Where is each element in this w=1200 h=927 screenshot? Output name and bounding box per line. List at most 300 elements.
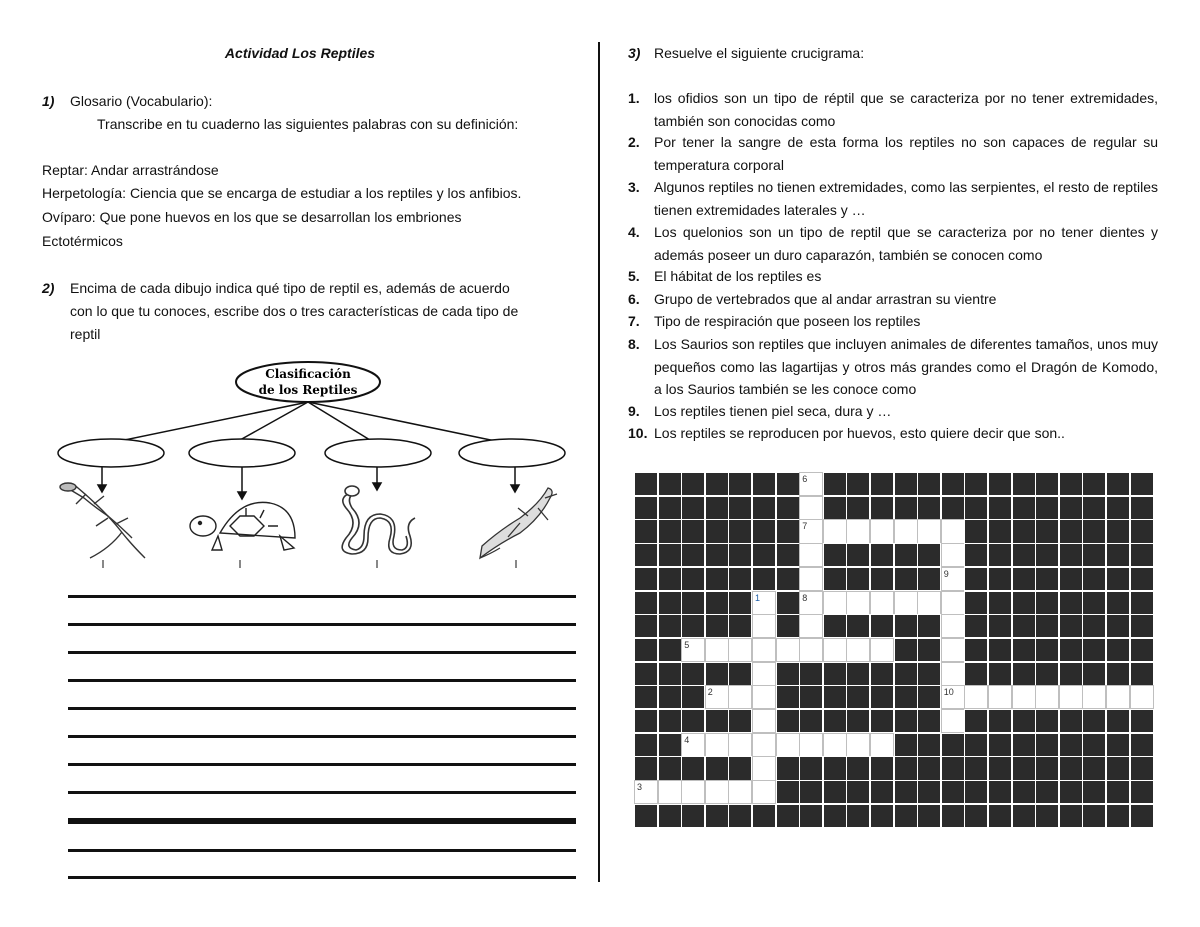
crossword-block <box>846 780 870 804</box>
crossword-block <box>752 543 776 567</box>
crossword-block <box>1059 733 1083 757</box>
lizard-icon <box>60 483 145 558</box>
crossword-cell[interactable] <box>870 519 894 543</box>
crossword-block <box>894 780 918 804</box>
crossword-cell[interactable] <box>799 567 823 591</box>
crossword-cell[interactable] <box>941 709 965 733</box>
crossword-block <box>1106 614 1130 638</box>
crossword-cell[interactable] <box>705 685 729 709</box>
crossword-block <box>705 756 729 780</box>
crossword-block <box>823 662 847 686</box>
crossword-block <box>941 733 965 757</box>
crossword-block <box>988 543 1012 567</box>
crossword-block <box>634 614 658 638</box>
crossword-clue-number: 7 <box>802 521 808 532</box>
crossword-block <box>1082 804 1106 828</box>
writing-line[interactable] <box>68 791 576 794</box>
crossword-block <box>1130 519 1154 543</box>
crossword-cell[interactable] <box>917 591 941 615</box>
crossword-block <box>705 614 729 638</box>
crossword-cell[interactable] <box>1106 685 1130 709</box>
crossword-block <box>870 662 894 686</box>
crossword-block <box>894 496 918 520</box>
crossword-block <box>823 709 847 733</box>
crossword-block <box>823 685 847 709</box>
crossword-cell[interactable] <box>752 662 776 686</box>
crossword-cell[interactable] <box>799 496 823 520</box>
crossword-cell[interactable] <box>799 614 823 638</box>
crossword-block <box>705 496 729 520</box>
crossword-block <box>870 496 894 520</box>
crossword-cell[interactable] <box>752 733 776 757</box>
crossword-block <box>1130 543 1154 567</box>
crossword-cell[interactable] <box>681 780 705 804</box>
crossword-cell[interactable] <box>728 685 752 709</box>
crossword-block <box>776 543 800 567</box>
writing-line[interactable] <box>68 595 576 598</box>
crossword-block <box>658 567 682 591</box>
crossword-block <box>752 472 776 496</box>
crossword-block <box>1106 804 1130 828</box>
crossword-block <box>941 756 965 780</box>
section-2-line-1: Encima de cada dibujo indica qué tipo de reptil es, además de acuerdo <box>70 280 510 296</box>
crossword-cell[interactable] <box>1035 685 1059 709</box>
crossword-block <box>776 567 800 591</box>
crossword-cell[interactable] <box>799 472 823 496</box>
crossword-block <box>681 614 705 638</box>
crossword-clue-number: 8 <box>802 592 808 603</box>
crossword-block <box>634 567 658 591</box>
crossword-block <box>894 685 918 709</box>
crossword-cell[interactable] <box>728 780 752 804</box>
crossword-block <box>752 496 776 520</box>
crossword-block <box>705 709 729 733</box>
crossword-block <box>1035 519 1059 543</box>
crossword-cell[interactable] <box>776 733 800 757</box>
crossword-block <box>776 756 800 780</box>
term-herpetologia: Herpetología: Ciencia que se encarga de estudiar a los reptiles y los anfibios. <box>42 185 522 201</box>
crossword-block <box>941 496 965 520</box>
crossword-block <box>681 709 705 733</box>
crossword-cell[interactable] <box>634 780 658 804</box>
crossword-block <box>1035 709 1059 733</box>
diagram-title-line-2: de los Reptiles <box>258 383 358 397</box>
crossword-block <box>1035 543 1059 567</box>
crossword-block <box>658 804 682 828</box>
crossword-block <box>776 780 800 804</box>
crossword-block <box>1082 472 1106 496</box>
crossword-block <box>894 567 918 591</box>
crossword-block <box>1012 567 1036 591</box>
clue-5: 5. El hábitat de los reptiles es <box>628 268 822 284</box>
crossword-cell[interactable] <box>658 780 682 804</box>
section-1-number: 1) <box>42 93 55 109</box>
blank-ellipse-1 <box>58 439 164 467</box>
crossword-block <box>964 543 988 567</box>
crossword-block <box>846 567 870 591</box>
crossword-block <box>870 756 894 780</box>
crossword-block <box>1012 591 1036 615</box>
crossword-block <box>799 662 823 686</box>
writing-line[interactable] <box>68 849 576 852</box>
crossword-block <box>658 614 682 638</box>
crossword-block <box>1035 614 1059 638</box>
crossword-block <box>1130 662 1154 686</box>
crossword-block <box>870 472 894 496</box>
crossword-block <box>917 567 941 591</box>
crossword-block <box>1012 756 1036 780</box>
crossword-block <box>1012 804 1036 828</box>
crossword-cell[interactable] <box>941 567 965 591</box>
crossword-block <box>752 519 776 543</box>
crossword-cell[interactable] <box>941 543 965 567</box>
crossword-cell[interactable] <box>799 733 823 757</box>
crossword-block <box>658 472 682 496</box>
crossword-cell[interactable] <box>681 733 705 757</box>
crossword-block <box>823 614 847 638</box>
crossword-block <box>846 543 870 567</box>
clue-10: 10. Los reptiles se reproducen por huevos, esto quiere decir que son.. <box>628 425 1065 441</box>
crossword-cell[interactable] <box>941 614 965 638</box>
crossword-block <box>634 733 658 757</box>
crossword-cell[interactable] <box>964 685 988 709</box>
clue-9: 9. Los reptiles tienen piel seca, dura y … <box>628 403 892 419</box>
crossword-block <box>1082 567 1106 591</box>
crossword-block <box>799 709 823 733</box>
crossword-block <box>634 472 658 496</box>
crossword-block <box>917 472 941 496</box>
crossword-clue-number: 5 <box>684 639 690 650</box>
crossword-cell[interactable] <box>823 638 847 662</box>
crossword-block <box>1082 614 1106 638</box>
crossword-block <box>799 685 823 709</box>
crossword-cell[interactable] <box>941 591 965 615</box>
crossword-block <box>964 472 988 496</box>
crossword-cell[interactable] <box>823 519 847 543</box>
crossword-block <box>846 756 870 780</box>
crossword-cell[interactable] <box>941 519 965 543</box>
crossword-block <box>917 638 941 662</box>
crossword-block <box>1106 472 1130 496</box>
crossword-cell[interactable] <box>705 780 729 804</box>
crossword-block <box>917 709 941 733</box>
crossword-block <box>917 685 941 709</box>
clue-3: 3. Algunos reptiles no tienen extremidades, como las serpientes, el resto de reptiles tienen extremidades laterales y … <box>628 179 1158 218</box>
crossword-block <box>1106 567 1130 591</box>
crossword-block <box>1106 780 1130 804</box>
writing-line[interactable] <box>68 818 576 824</box>
crossword-block <box>964 567 988 591</box>
crossword-block <box>823 496 847 520</box>
crossword-block <box>1082 662 1106 686</box>
crossword-block <box>1130 733 1154 757</box>
crossword-block <box>988 733 1012 757</box>
crossword-block <box>988 519 1012 543</box>
crossword-block <box>634 496 658 520</box>
crossword-cell[interactable] <box>846 638 870 662</box>
crossword-cell[interactable] <box>1082 685 1106 709</box>
crossword-block <box>1106 733 1130 757</box>
crossword-block <box>1130 614 1154 638</box>
crossword-cell[interactable] <box>1012 685 1036 709</box>
crossword-block <box>894 804 918 828</box>
crossword-block <box>917 496 941 520</box>
crossword-cell[interactable] <box>799 591 823 615</box>
crossword-cell[interactable] <box>705 638 729 662</box>
crossword-block <box>1130 496 1154 520</box>
crossword-block <box>964 614 988 638</box>
crossword-block <box>1059 543 1083 567</box>
crossword-block <box>705 567 729 591</box>
crossword-block <box>1082 733 1106 757</box>
crossword-cell[interactable] <box>894 591 918 615</box>
crossword-block <box>964 780 988 804</box>
crossword-block <box>658 543 682 567</box>
crossword-block <box>988 567 1012 591</box>
crossword-block <box>681 685 705 709</box>
crossword-cell[interactable] <box>799 543 823 567</box>
crossword-block <box>1059 804 1083 828</box>
crossword-cell[interactable] <box>799 638 823 662</box>
crossword-block <box>846 496 870 520</box>
crossword-block <box>728 709 752 733</box>
blank-ellipse-4 <box>459 439 565 467</box>
crossword-block <box>1106 756 1130 780</box>
crossword-block <box>988 804 1012 828</box>
crossword-cell[interactable] <box>870 638 894 662</box>
page-title: Actividad Los Reptiles <box>224 45 376 61</box>
crossword-cell[interactable] <box>752 780 776 804</box>
crossword-cell[interactable] <box>941 638 965 662</box>
crossword-cell[interactable] <box>1059 685 1083 709</box>
section-1-instruction: Transcribe en tu cuaderno las siguientes palabras con su definición: <box>97 116 519 132</box>
crossword-block <box>1082 519 1106 543</box>
crossword-block <box>1130 756 1154 780</box>
crossword-cell[interactable] <box>752 614 776 638</box>
crocodile-icon <box>480 488 557 558</box>
crossword-block <box>1082 543 1106 567</box>
crossword-block <box>681 519 705 543</box>
crossword-cell[interactable] <box>1130 685 1154 709</box>
crossword-block <box>1012 780 1036 804</box>
writing-line[interactable] <box>68 876 576 879</box>
crossword-block <box>776 662 800 686</box>
crossword-block <box>964 519 988 543</box>
crossword-cell[interactable] <box>823 733 847 757</box>
crossword-block <box>917 804 941 828</box>
crossword-block <box>776 472 800 496</box>
writing-line[interactable] <box>68 623 576 626</box>
crossword-block <box>634 543 658 567</box>
crossword-clue-number: 6 <box>802 474 808 484</box>
diagram-connectors <box>110 402 505 443</box>
crossword-block <box>728 496 752 520</box>
crossword-block <box>894 756 918 780</box>
crossword-cell[interactable] <box>870 591 894 615</box>
crossword-block <box>776 519 800 543</box>
crossword-block <box>917 614 941 638</box>
crossword-cell[interactable] <box>752 709 776 733</box>
crossword-block <box>988 709 1012 733</box>
crossword-block <box>870 567 894 591</box>
crossword-block <box>634 638 658 662</box>
crossword-block <box>823 780 847 804</box>
writing-line[interactable] <box>68 651 576 654</box>
term-oviparo: Ovíparo: Que pone huevos en los que se desarrollan los embriones <box>42 209 462 225</box>
crossword-block <box>658 591 682 615</box>
crossword-block <box>728 543 752 567</box>
crossword-clue-number: 1 <box>755 592 761 603</box>
crossword-cell[interactable] <box>705 733 729 757</box>
crossword-block <box>846 614 870 638</box>
crossword-block <box>658 662 682 686</box>
crossword-block <box>917 756 941 780</box>
crossword-block <box>964 662 988 686</box>
crossword-block <box>941 472 965 496</box>
crossword-block <box>1059 591 1083 615</box>
clue-7: 7. Tipo de respiración que poseen los reptiles <box>628 313 921 329</box>
crossword-block <box>728 567 752 591</box>
crossword-block <box>1082 709 1106 733</box>
term-reptar: Reptar: Andar arrastrándose <box>42 162 219 178</box>
crossword-block <box>964 496 988 520</box>
crossword-block <box>658 709 682 733</box>
crossword-block <box>752 804 776 828</box>
crossword-block <box>728 591 752 615</box>
crossword-cell[interactable] <box>846 733 870 757</box>
crossword-block <box>1012 543 1036 567</box>
clue-4: 4. Los quelonios son un tipo de reptil que se caracteriza por no tener dientes y además poseer un duro caparazón, también se conocen como <box>628 224 1158 263</box>
crossword-cell[interactable] <box>894 519 918 543</box>
crossword-block <box>705 543 729 567</box>
crossword-block <box>1012 519 1036 543</box>
crossword-cell[interactable] <box>752 685 776 709</box>
crossword-block <box>1035 496 1059 520</box>
crossword-cell[interactable] <box>870 733 894 757</box>
crossword-block <box>1130 567 1154 591</box>
crossword-cell[interactable] <box>799 519 823 543</box>
crossword-block <box>1035 804 1059 828</box>
crossword-block <box>988 780 1012 804</box>
crossword-block <box>964 709 988 733</box>
crossword-block <box>799 804 823 828</box>
crossword-block <box>823 567 847 591</box>
clue-6: 6. Grupo de vertebrados que al andar arrastran su vientre <box>628 291 997 307</box>
crossword-block <box>705 519 729 543</box>
crossword-block <box>1082 591 1106 615</box>
crossword-block <box>752 567 776 591</box>
crossword-block <box>658 638 682 662</box>
crossword-block <box>1035 780 1059 804</box>
writing-line[interactable] <box>68 707 576 710</box>
crossword-block <box>1059 662 1083 686</box>
crossword-cell[interactable] <box>752 756 776 780</box>
crossword-block <box>988 496 1012 520</box>
crossword-block <box>681 567 705 591</box>
crossword-block <box>705 591 729 615</box>
term-ectotermicos: Ectotérmicos <box>42 233 123 249</box>
crossword-block <box>1059 709 1083 733</box>
crossword-cell[interactable] <box>823 591 847 615</box>
diagram-arrows <box>98 467 519 499</box>
crossword-block <box>1130 591 1154 615</box>
crossword-cell[interactable] <box>988 685 1012 709</box>
crossword-cell[interactable] <box>752 638 776 662</box>
crossword-block <box>1130 709 1154 733</box>
clue-1: 1. los ofidios son un tipo de réptil que se caracteriza por no tener extremidades, también son conocidas como <box>628 90 1158 129</box>
crossword-block <box>1012 614 1036 638</box>
crossword-block <box>846 804 870 828</box>
crossword-clue-number: 2 <box>707 687 713 698</box>
crossword-block <box>988 638 1012 662</box>
crossword-block <box>728 662 752 686</box>
crossword-cell[interactable] <box>941 662 965 686</box>
crossword-block <box>894 543 918 567</box>
crossword-block <box>1035 733 1059 757</box>
crossword-block <box>823 804 847 828</box>
crossword-block <box>681 472 705 496</box>
blank-ellipse-2 <box>189 439 295 467</box>
crossword-block <box>776 496 800 520</box>
crossword-cell[interactable] <box>776 638 800 662</box>
crossword-block <box>658 519 682 543</box>
crossword-block <box>1035 756 1059 780</box>
crossword-cell[interactable] <box>917 519 941 543</box>
crossword-block <box>1130 804 1154 828</box>
crossword-block <box>728 804 752 828</box>
crossword-block <box>941 804 965 828</box>
writing-line[interactable] <box>68 763 576 766</box>
writing-line[interactable] <box>68 735 576 738</box>
crossword-cell[interactable] <box>681 638 705 662</box>
crossword-block <box>1106 662 1130 686</box>
crossword-block <box>1082 638 1106 662</box>
section-2-number: 2) <box>42 280 55 296</box>
crossword-block <box>964 804 988 828</box>
crossword-block <box>917 662 941 686</box>
crossword-block <box>870 685 894 709</box>
crossword-cell[interactable] <box>846 519 870 543</box>
crossword-block <box>846 472 870 496</box>
crossword-block <box>658 733 682 757</box>
crossword-cell[interactable] <box>846 591 870 615</box>
clue-2: 2. Por tener la sangre de esta forma los reptiles no son capaces de regular su temperatura corporal <box>628 134 1158 173</box>
crossword-block <box>728 472 752 496</box>
crossword-block <box>799 780 823 804</box>
crossword-cell[interactable] <box>728 733 752 757</box>
crossword-block <box>728 614 752 638</box>
crossword-block <box>776 685 800 709</box>
crossword-block <box>705 472 729 496</box>
crossword-block <box>634 685 658 709</box>
crossword-block <box>1130 638 1154 662</box>
crossword-block <box>894 638 918 662</box>
crossword-block <box>776 804 800 828</box>
crossword-block <box>988 756 1012 780</box>
crossword-block <box>634 756 658 780</box>
crossword-block <box>894 472 918 496</box>
crossword-block <box>988 662 1012 686</box>
crossword-cell[interactable] <box>752 591 776 615</box>
crossword-block <box>658 685 682 709</box>
writing-line[interactable] <box>68 679 576 682</box>
crossword-cell[interactable] <box>941 685 965 709</box>
crossword-block <box>894 662 918 686</box>
crossword-block <box>964 638 988 662</box>
crossword-block <box>1035 591 1059 615</box>
crossword-cell[interactable] <box>728 638 752 662</box>
crossword-block <box>1059 638 1083 662</box>
